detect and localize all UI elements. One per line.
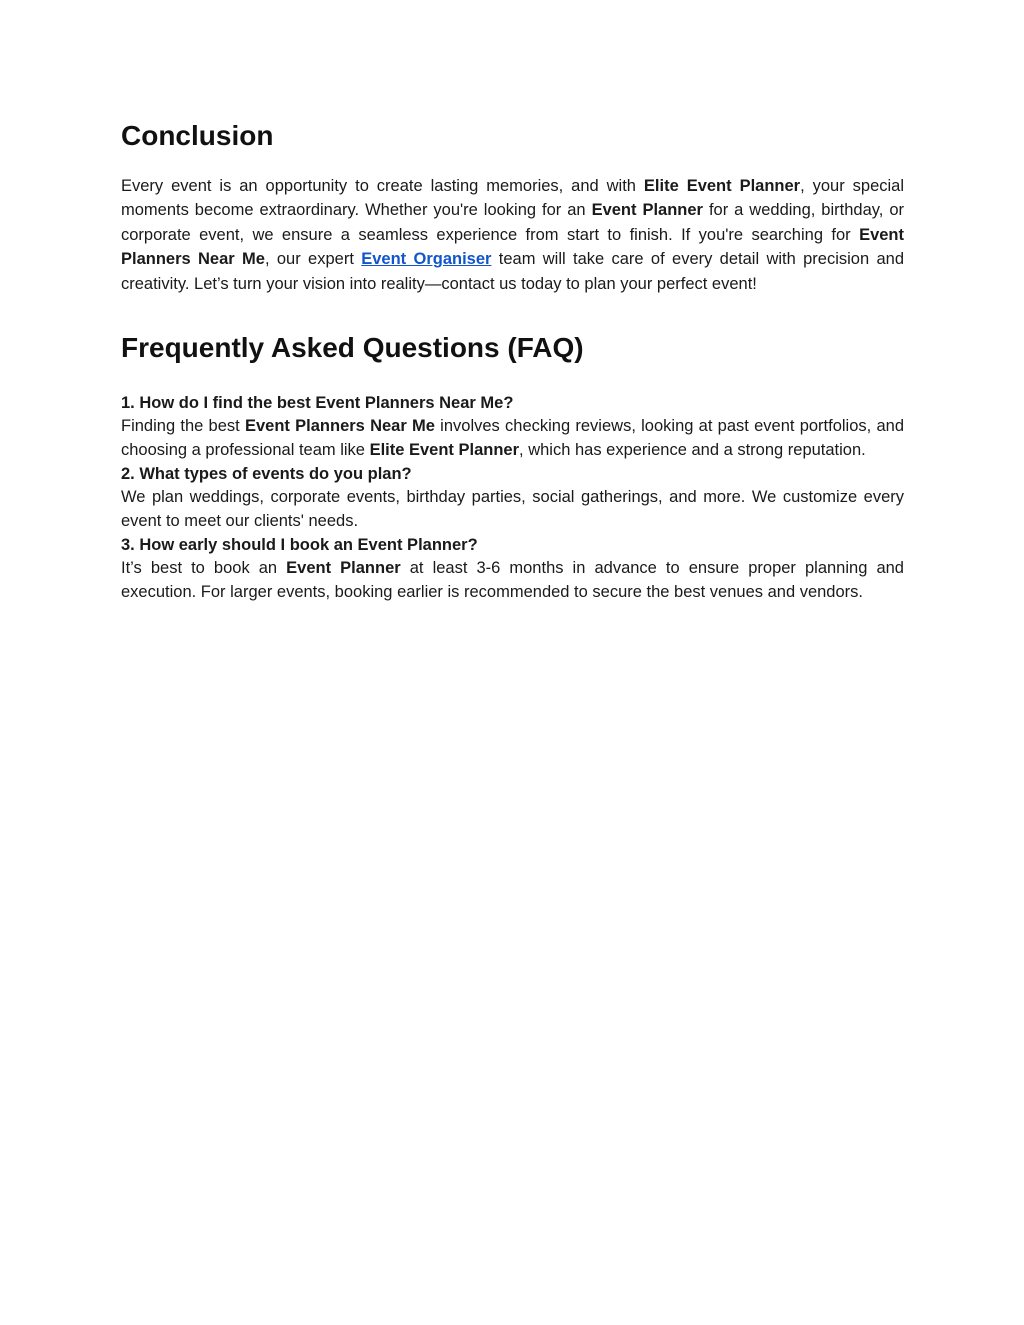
text-run: Finding the best <box>121 417 245 436</box>
text-run: , which has experience and a strong reputation. <box>519 441 866 460</box>
faq-answer-3 <box>121 556 904 605</box>
faq-answer-2: We plan weddings, corporate events, birthday parties, social gatherings, and more. We customize every event to meet our clients' needs. <box>121 487 904 531</box>
event-organiser-link[interactable]: Event Organiser <box>361 250 492 269</box>
faq-question-1: 1. How do I find the best Event Planners Near Me? <box>121 394 514 413</box>
text-run: for a wedding, birthday, or corporate event, we ensure a seamless experience from start to finish. If you're searching for <box>121 201 904 244</box>
text-run: , your special moments become extraordinary. Whether you're looking for an <box>121 177 905 220</box>
text-run: involves checking reviews, looking at past event portfolios, and choosing a professional team like <box>121 417 905 460</box>
conclusion-heading: Conclusion <box>121 120 274 151</box>
text-run: , our expert <box>264 250 362 269</box>
bold-term: Event Planners Near Me <box>244 417 435 436</box>
bold-term: Elite Event Planner <box>643 177 801 195</box>
bold-term: Elite Event Planner <box>369 441 520 460</box>
faq-question-3: 3. How early should I book an Event Planner? <box>121 535 478 554</box>
faq-heading: Frequently Asked Questions (FAQ) <box>121 332 584 364</box>
bold-term: Event Planner <box>591 201 703 220</box>
conclusion-paragraph <box>121 174 904 296</box>
text-run: at least 3-6 months in advance to ensure proper planning and execution. For larger events, booking earlier is recommended to secure the best venues and vendors. <box>121 558 904 602</box>
text-run: Every event is an opportunity to create lasting memories, and with <box>121 177 644 195</box>
document-page <box>121 118 904 604</box>
bold-term: Event Planner <box>286 558 401 577</box>
faq-question-2: 2. What types of events do you plan? <box>121 464 412 483</box>
faq-answer-1 <box>121 414 904 463</box>
text-run: team will take care of every detail with precision and creativity. Let’s turn your vision into reality—contact us today to plan your perfect event! <box>121 250 905 293</box>
text-run: It’s best to book an <box>121 558 287 577</box>
bold-term: Event Planners Near Me <box>121 225 904 269</box>
